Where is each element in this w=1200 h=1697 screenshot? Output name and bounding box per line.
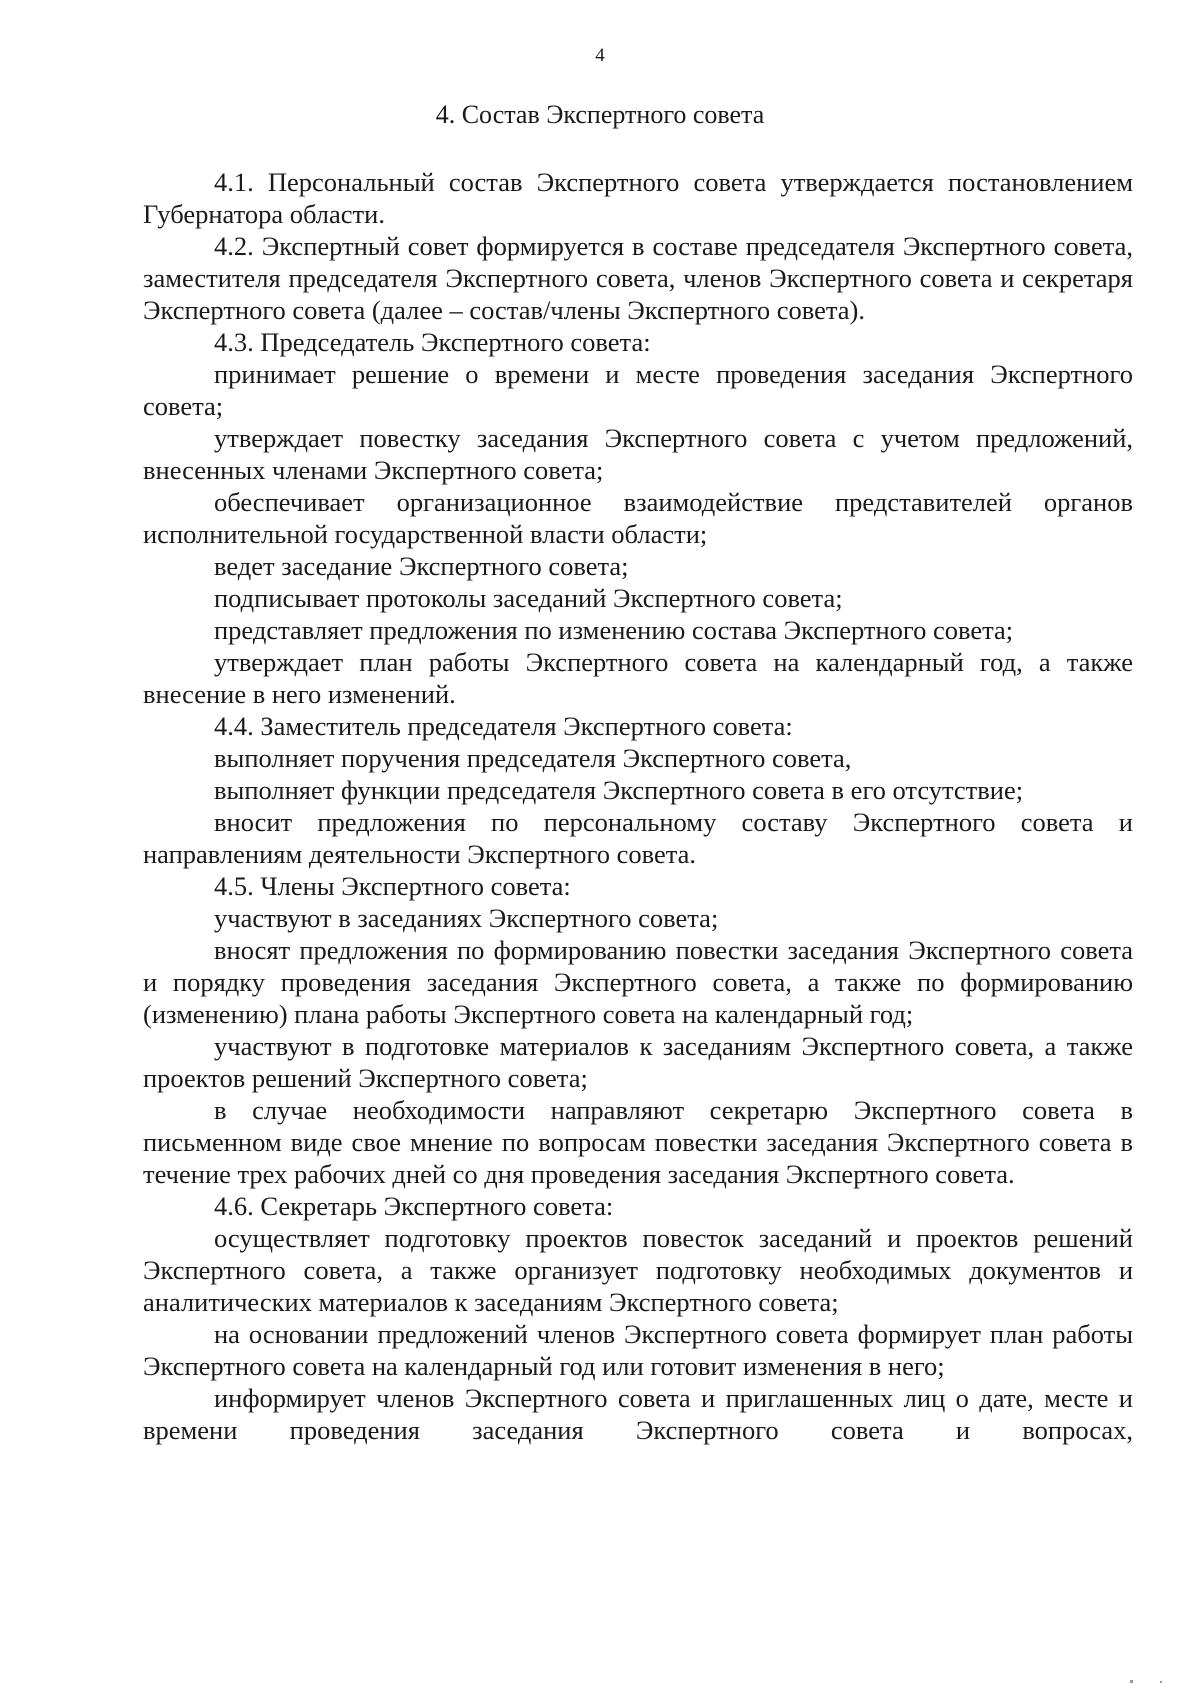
member-duty-item: в случае необходимости направляют секретарю Экспертного совета в письменном виде свое мнение по вопросам повестки заседания Экспертного совета в течение трех рабочих дней со дня проведения заседания Экспертного совета.	[143, 1095, 1133, 1189]
paragraph-4-1: 4.1. Персональный состав Экспертного совета утверждается постановлением Губернатора области.	[143, 167, 1133, 229]
paragraph-4-2: 4.2. Экспертный совет формируется в составе председателя Экспертного совета, заместителя председателя Экспертного совета, членов Экспертного совета и секретаря Экспертного совета (далее – состав/члены Экспертного совета).	[143, 231, 1133, 325]
deputy-duty-item: выполняет функции председателя Экспертного совета в его отсутствие;	[214, 775, 1024, 805]
paragraph-4-3-heading: 4.3. Председатель Экспертного совета:	[214, 327, 651, 357]
scan-speck	[1160, 1681, 1162, 1683]
paragraph-4-5-heading: 4.5. Члены Экспертного совета:	[214, 871, 571, 901]
secretary-duty-item: осуществляет подготовку проектов повесток заседаний и проектов решений Экспертного совета, а также организует подготовку необходимых документов и аналитических материалов к заседаниям Экспертного совета;	[143, 1223, 1133, 1317]
chairman-duty-item: обеспечивает организационное взаимодействие представителей органов исполнительной государственной власти области;	[143, 487, 1133, 549]
secretary-duty-item: на основании предложений членов Экспертного совета формирует план работы Экспертного совета на календарный год или готовит изменения в него;	[143, 1319, 1133, 1381]
scan-speck	[1130, 1680, 1133, 1683]
paragraph-4-4-heading: 4.4. Заместитель председателя Экспертного совета:	[214, 711, 793, 741]
paragraph-4-6-heading: 4.6. Секретарь Экспертного совета:	[214, 1191, 614, 1221]
deputy-duty-item: вносит предложения по персональному составу Экспертного совета и направлениям деятельности Экспертного совета.	[143, 807, 1133, 869]
page-number: 4	[595, 45, 605, 66]
deputy-duty-item: выполняет поручения председателя Экспертного совета,	[214, 743, 852, 773]
secretary-duty-item: информирует членов Экспертного совета и приглашенных лиц о дате, месте и времени проведения заседания Экспертного совета и вопросах,	[143, 1383, 1133, 1445]
chairman-duty-item: принимает решение о времени и месте проведения заседания Экспертного совета;	[143, 359, 1133, 421]
chairman-duty-item: подписывает протоколы заседаний Экспертного совета;	[214, 583, 843, 613]
chairman-duty-item: представляет предложения по изменению состава Экспертного совета;	[214, 615, 1014, 645]
member-duty-item: участвуют в подготовке материалов к заседаниям Экспертного совета, а также проектов решений Экспертного совета;	[143, 1031, 1133, 1093]
section-heading: 4. Состав Экспертного совета	[435, 100, 765, 129]
chairman-duty-item: утверждает повестку заседания Экспертного совета с учетом предложений, внесенных членами Экспертного совета;	[143, 423, 1133, 485]
member-duty-item: вносят предложения по формированию повестки заседания Экспертного совета и порядку проведения заседания Экспертного совета, а также по формированию (изменению) плана работы Экспертного совета на календарный год;	[143, 935, 1133, 1029]
chairman-duty-item: утверждает план работы Экспертного совета на календарный год, а также внесение в него изменений.	[143, 647, 1133, 709]
chairman-duty-item: ведет заседание Экспертного совета;	[214, 551, 629, 581]
member-duty-item: участвуют в заседаниях Экспертного совета;	[214, 903, 719, 933]
document-body	[143, 166, 1133, 1446]
